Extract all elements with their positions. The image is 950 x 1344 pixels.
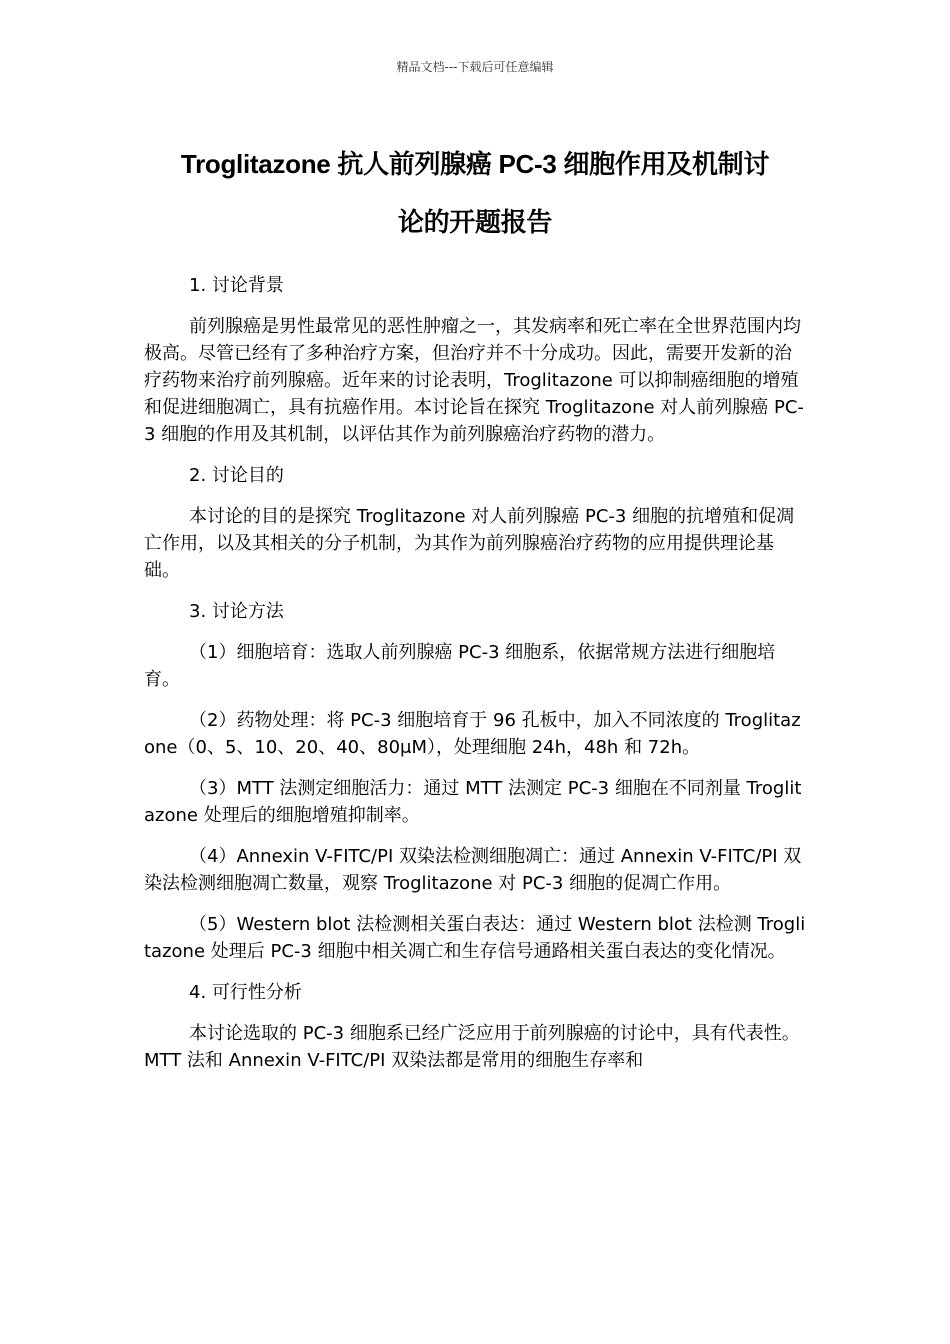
section-heading-purpose: 2. 讨论目的: [189, 465, 284, 486]
document-body: [144, 272, 808, 1088]
method-item-drug-treatment: （2）药物处理：将 PC-3 细胞培育于 96 孔板中，加入不同浓度的 Troglitazone（0、5、10、20、40、80μM），处理细胞 24h，48h 和 72h。: [144, 710, 801, 758]
method-item-annexin-assay: （4）Annexin V-FITC/PI 双染法检测细胞凋亡：通过 Annexin V-FITC/PI 双染法检测细胞凋亡数量，观察 Troglitazone 对 PC-3 细胞的促凋亡作用。: [144, 846, 802, 894]
purpose-paragraph: 本讨论的目的是探究 Troglitazone 对人前列腺癌 PC-3 细胞的抗增殖和促凋亡作用，以及其相关的分子机制，为其作为前列腺癌治疗药物的应用提供理论基础。: [144, 506, 795, 581]
section-heading-feasibility: 4. 可行性分析: [189, 982, 302, 1003]
section-heading-methods: 3. 讨论方法: [189, 601, 284, 622]
document-title: [140, 135, 810, 251]
page-header: 精品文档---下载后可任意编辑: [396, 60, 554, 74]
title-line-1: Troglitazone 抗人前列腺癌 PC-3 细胞作用及机制讨: [180, 149, 770, 179]
section-heading-background: 1. 讨论背景: [189, 275, 284, 296]
method-item-mtt-assay: （3）MTT 法测定细胞活力：通过 MTT 法测定 PC-3 细胞在不同剂量 Troglitazone 处理后的细胞增殖抑制率。: [144, 778, 802, 826]
background-paragraph: 前列腺癌是男性最常见的恶性肿瘤之一，其发病率和死亡率在全世界范围内均极高。尽管已经有了多种治疗方案，但治疗并不十分成功。因此，需要开发新的治疗药物来治疗前列腺癌。近年来的讨论表明，Troglitazone 可以抑制癌细胞的增殖和促进细胞凋亡，具有抗癌作用。本讨论旨在探究 Troglitazone 对人前列腺癌 PC-3 细胞的作用及其机制，以评估其作为前列腺癌治疗药物的潜力。: [144, 316, 804, 445]
feasibility-paragraph: 本讨论选取的 PC-3 细胞系已经广泛应用于前列腺癌的讨论中，具有代表性。MTT 法和 Annexin V-FITC/PI 双染法都是常用的细胞生存率和: [144, 1023, 800, 1071]
method-item-cell-culture: （1）细胞培育：选取人前列腺癌 PC-3 细胞系，依据常规方法进行细胞培育。: [144, 642, 776, 690]
method-item-western-blot: （5）Western blot 法检测相关蛋白表达：通过 Western blot 法检测 Troglitazone 处理后 PC-3 细胞中相关凋亡和生存信号通路相关蛋白表达的变化情况。: [144, 914, 806, 962]
title-line-2: 论的开题报告: [397, 207, 553, 237]
